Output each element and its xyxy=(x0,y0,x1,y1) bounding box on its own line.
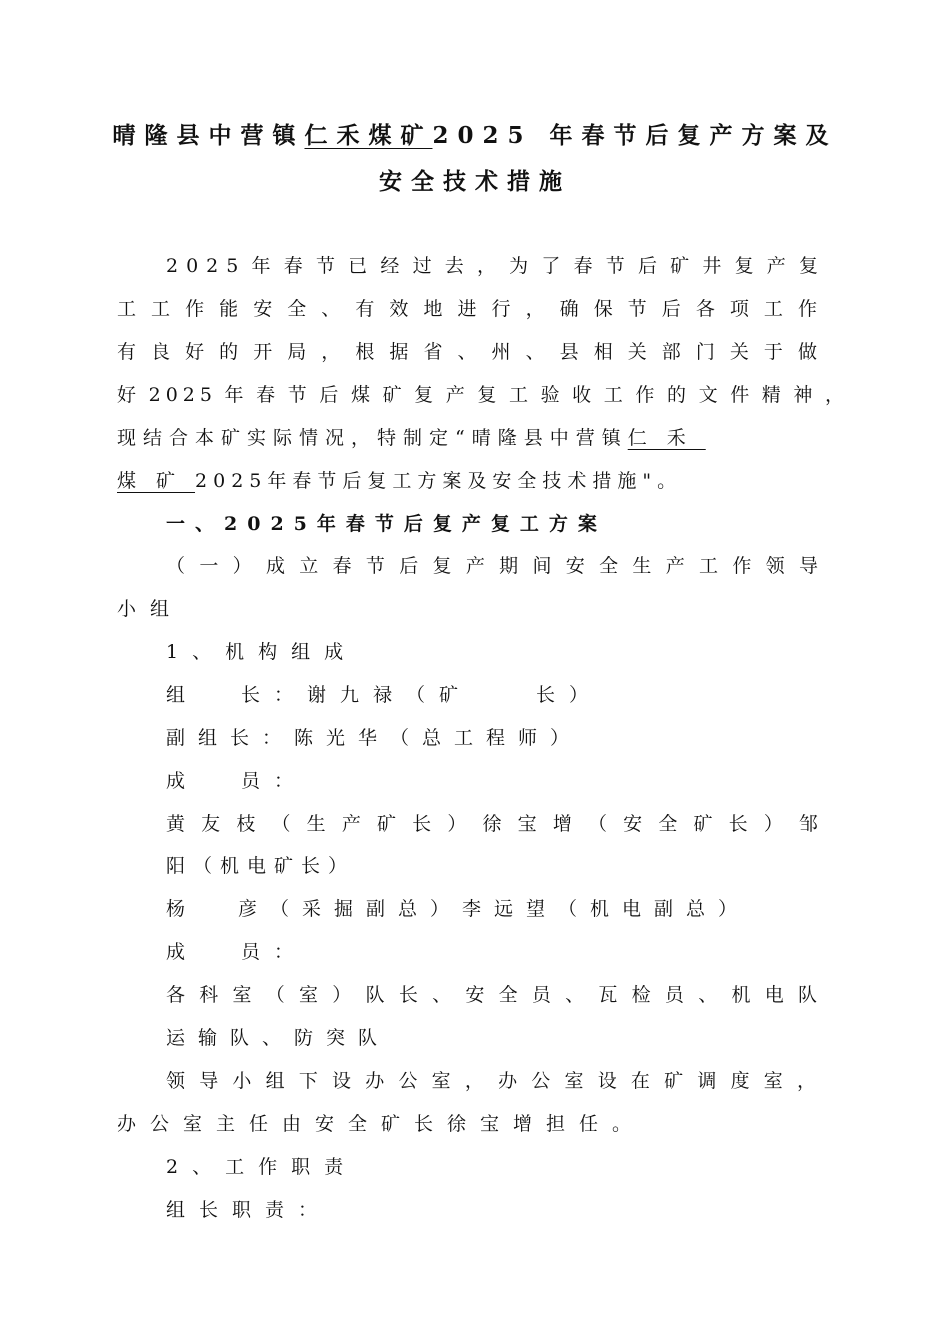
deputy-line: 副组长：陈光华（总工程师） xyxy=(166,727,583,749)
intro-line-3: 有良好的开局，根据省、州、县相关部门关于做 xyxy=(117,341,827,363)
members-name-part: 杨 xyxy=(166,898,199,920)
intro-line-6 xyxy=(117,468,837,494)
intro-line-1: 2025年春节已经过去，为了春节后矿井复产复 xyxy=(166,255,826,277)
leader-title: 长） xyxy=(536,684,603,706)
members-label-part: 员： xyxy=(241,770,308,792)
leader-line xyxy=(166,682,602,708)
subsection-heading-line-2: 小组 xyxy=(117,598,184,620)
members2-line-2: 运输队、防突队 xyxy=(166,1027,391,1049)
members2-label-part: 员： xyxy=(241,941,308,963)
title-part: 晴隆县中营镇 xyxy=(112,122,305,149)
members-label-part: 成 xyxy=(166,770,200,792)
title-part: 2025 年春节后复产方案及 xyxy=(432,122,838,149)
document-title-line-1 xyxy=(0,121,950,151)
members2-label xyxy=(166,939,307,965)
office-line-2: 办公室主任由安全矿长徐宝增担任。 xyxy=(117,1113,646,1135)
office-line-1: 领导小组下设办公室，办公室设在矿调度室， xyxy=(166,1070,826,1092)
title-mine-name: 仁禾煤矿 xyxy=(304,122,433,149)
leader-duty-heading: 组长职责： xyxy=(166,1199,332,1221)
intro-line-5 xyxy=(117,425,837,451)
members-line-3 xyxy=(166,896,750,922)
intro-text: 现结合本矿实际情况，特制定“晴隆县中营镇 xyxy=(117,427,628,449)
members-line-1: 黄友枝（生产矿长）徐宝增（安全矿长）邹 xyxy=(166,813,826,835)
leader-name: 长：谢九禄（矿 xyxy=(241,684,473,706)
members2-line-1: 各科室（室）队长、安全员、瓦检员、机电队 xyxy=(166,984,826,1006)
item-1-heading: 1、机构组成 xyxy=(166,641,358,663)
subsection-heading-line-1: （一）成立春节后复产期间安全生产工作领导 xyxy=(166,555,826,577)
intro-text: 2025年春节后复工方案及安全技术措施"。 xyxy=(195,470,683,492)
intro-mine-name: 煤矿 xyxy=(117,470,196,492)
section-heading: 一、2025年春节后复产复工方案 xyxy=(166,513,607,535)
item-2-heading: 2、工作职责 xyxy=(166,1156,358,1178)
intro-line-2: 工工作能安全、有效地进行，确保节后各项工作 xyxy=(117,298,827,320)
intro-mine-name: 仁禾 xyxy=(627,427,706,449)
intro-line-4: 好2025年春节后煤矿复产复工验收工作的文件精神， xyxy=(117,384,849,406)
members-label xyxy=(166,768,307,794)
leader-label: 组 xyxy=(166,684,200,706)
members-name-part: 彦（采掘副总）李远望（机电副总） xyxy=(238,898,751,920)
members2-label-part: 成 xyxy=(166,941,200,963)
document-title-line-2: 安全技术措施 xyxy=(379,168,571,195)
members-line-2: 阳（机电矿长） xyxy=(166,855,356,877)
